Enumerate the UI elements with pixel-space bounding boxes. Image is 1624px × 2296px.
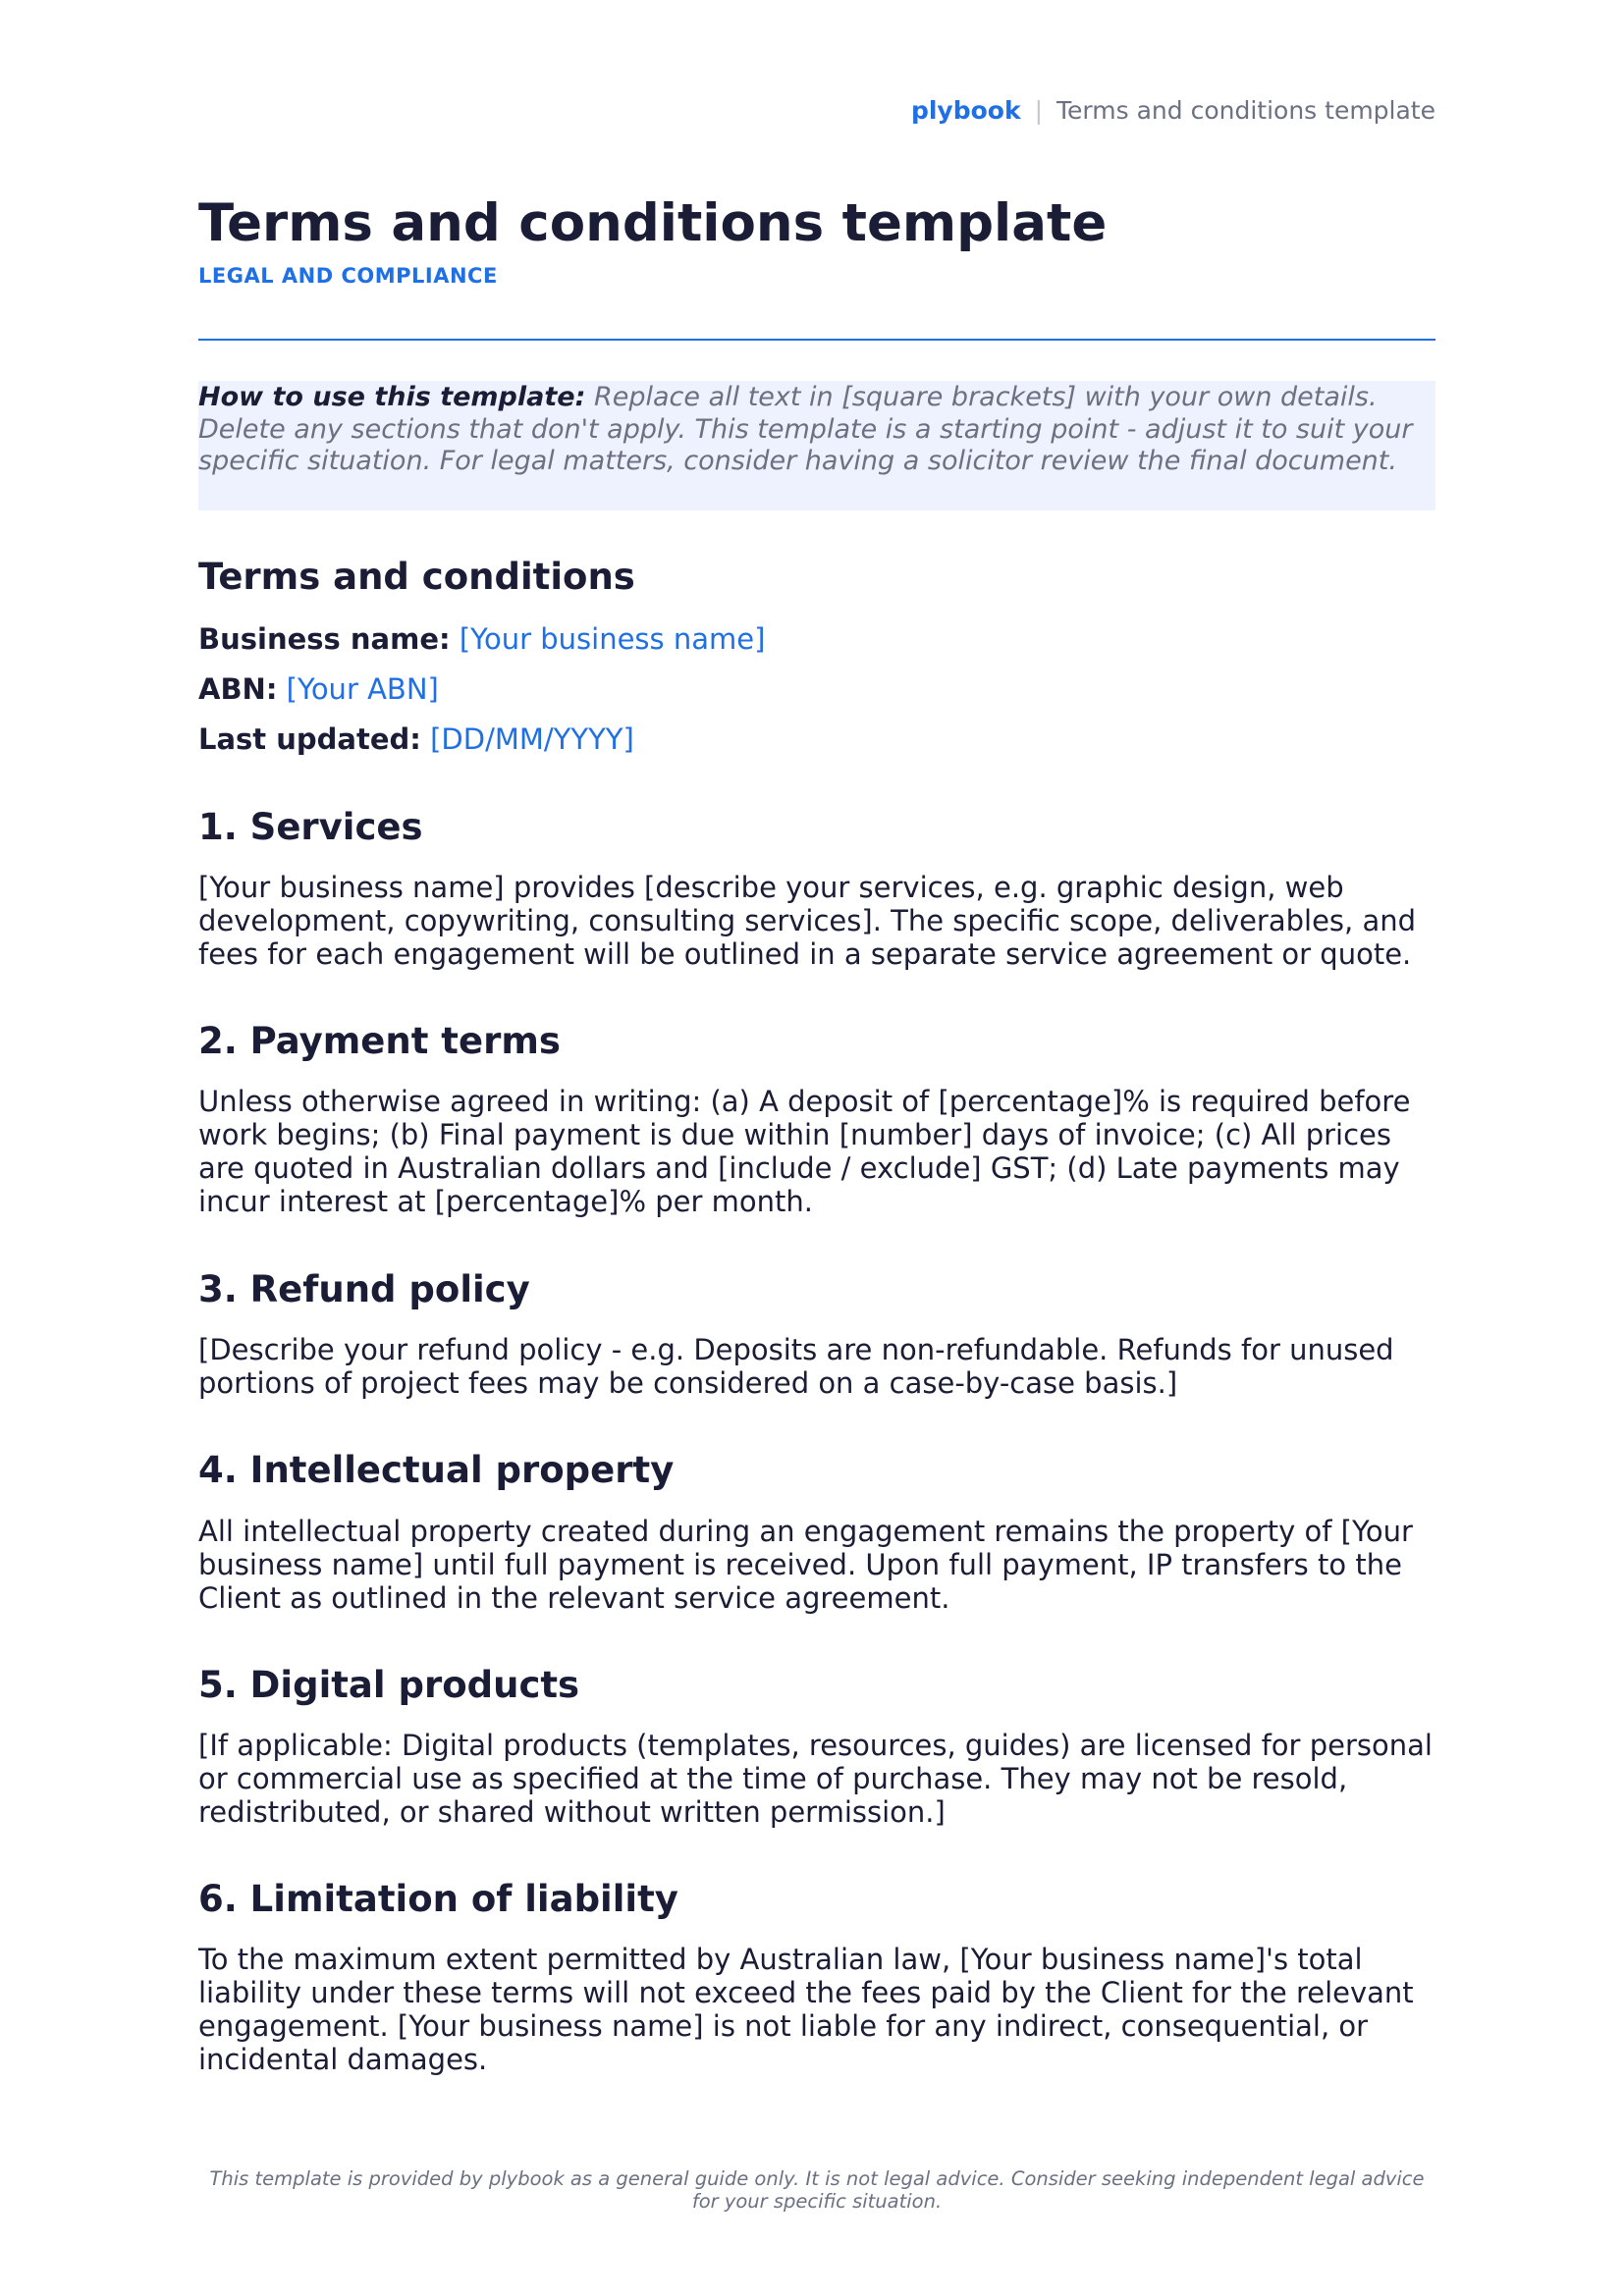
section-body-digital-products: [If applicable: Digital products (templates, resources, guides) are licensed for personal or commercial use as specified at the time of purchase. They may not be resold, redistributed, or shared without written permission.] [198, 1729, 1433, 1829]
category-label: LEGAL AND COMPLIANCE [198, 264, 498, 288]
document-header [911, 96, 1435, 126]
field-label: Last updated: [198, 722, 421, 756]
brand-name: plybook [910, 96, 1021, 125]
section-body-intellectual-property: All intellectual property created during an engagement remains the property of [Your business name] until full payment is received. Upon full payment, IP transfers to the Client as outlined in the relevant service agreement. [198, 1515, 1413, 1615]
section-heading-intellectual-property: 4. Intellectual property [198, 1449, 675, 1491]
section-body-payment-terms: Unless otherwise agreed in writing: (a) A deposit of [percentage]% is required before work begins; (b) Final payment is due within [number] days of invoice; (c) All prices are quoted in Australian dollars and [include / exclude] GST; (d) Late payments may incur interest at [percentage]% per month. [198, 1085, 1411, 1218]
field-value: [Your ABN] [286, 672, 439, 706]
section-body-limitation-of-liability: To the maximum extent permitted by Australian law, [Your business name]'s total liability under these terms will not exceed the fees paid by the Client for the relevant engagement. [Your business name] is not liable for any indirect, consequential, or incidental damages. [198, 1943, 1414, 2076]
title-divider [198, 339, 1435, 341]
header-doc-title: Terms and conditions template [1056, 96, 1435, 125]
field-value: [Your business name] [459, 622, 766, 656]
section-body-services: [Your business name] provides [describe your services, e.g. graphic design, web development, copywriting, consulting services]. The specific scope, deliverables, and fees for each engagement will be outlined in a separate service agreement or quote. [198, 871, 1417, 971]
section-heading-services: 1. Services [198, 806, 423, 848]
field-value: [DD/MM/YYYY] [430, 722, 634, 756]
howto-lead: How to use this template: [198, 382, 586, 412]
business-name-field [198, 622, 765, 656]
terms-heading: Terms and conditions [198, 556, 635, 598]
section-body-refund-policy: [Describe your refund policy - e.g. Deposits are non-refundable. Refunds for unused portions of project fees may be considered on a case-by-case basis.] [198, 1333, 1394, 1400]
last-updated-field [198, 722, 634, 756]
abn-field [198, 672, 439, 706]
field-label: Business name: [198, 622, 451, 656]
section-heading-refund-policy: 3. Refund policy [198, 1268, 530, 1310]
howto-callout [198, 381, 1435, 510]
section-heading-digital-products: 5. Digital products [198, 1664, 580, 1706]
section-heading-payment-terms: 2. Payment terms [198, 1020, 561, 1062]
field-label: ABN: [198, 672, 278, 706]
howto-text: Replace all text in [square brackets] with your own details. Delete any sections that don't apply. This template is a starting point - adjust it to suit your specific situation. For legal matters, consider having a solicitor review the final document. [198, 382, 1413, 476]
section-heading-limitation-of-liability: 6. Limitation of liability [198, 1878, 678, 1920]
disclaimer-footer: This template is provided by plybook as a general guide only. It is not legal advice. Consider seeking independent legal advice for your specific situation. [209, 2167, 1425, 2213]
header-separator: | [1034, 96, 1044, 125]
page-title: Terms and conditions template [198, 193, 1108, 253]
